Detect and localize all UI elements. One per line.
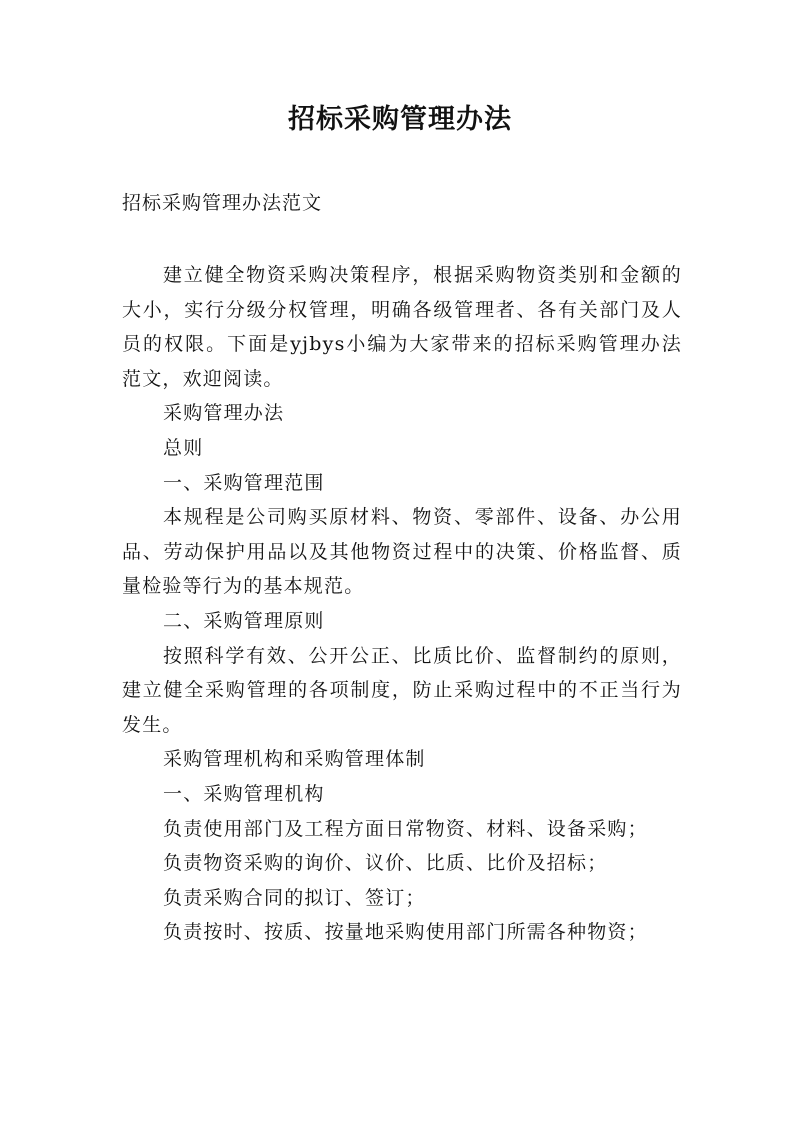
- paragraph: 总则: [163, 436, 204, 459]
- paragraph: 建立健全物资采购决策程序，根据采购物资类别和金额的大小，实行分级分权管理，明确各级管理者、各有关部门及人员的权限。下面是yjbys小编为大家带来的招标采购管理办法范文，欢迎阅读。: [122, 264, 682, 390]
- paragraph: 负责使用部门及工程方面日常物资、材料、设备采购；: [163, 817, 648, 840]
- document-subtitle: 招标采购管理办法范文: [122, 192, 323, 214]
- paragraph: 负责物资采购的询价、议价、比质、比价及招标；: [163, 852, 608, 875]
- paragraph: 按照科学有效、公开公正、比质比价、监督制约的原则，建立健全采购管理的各项制度，防止采购过程中的不正当行为发生。: [122, 644, 682, 736]
- paragraph: 一、采购管理机构: [163, 782, 325, 805]
- paragraph: 采购管理机构和采购管理体制: [163, 748, 426, 771]
- paragraph: 采购管理办法: [163, 402, 285, 425]
- paragraph: 本规程是公司购买原材料、物资、零部件、设备、办公用品、劳动保护用品以及其他物资过程中的决策、价格监督、质量检验等行为的基本规范。: [122, 506, 682, 598]
- document-body: [122, 258, 682, 950]
- paragraph: 负责采购合同的拟订、签订；: [163, 886, 426, 909]
- paragraph: 负责按时、按质、按量地采购使用部门所需各种物资；: [163, 921, 648, 944]
- paragraph: 二、采购管理原则: [163, 609, 325, 632]
- paragraph: 一、采购管理范围: [163, 471, 325, 494]
- document-title: 招标采购管理办法: [288, 104, 512, 135]
